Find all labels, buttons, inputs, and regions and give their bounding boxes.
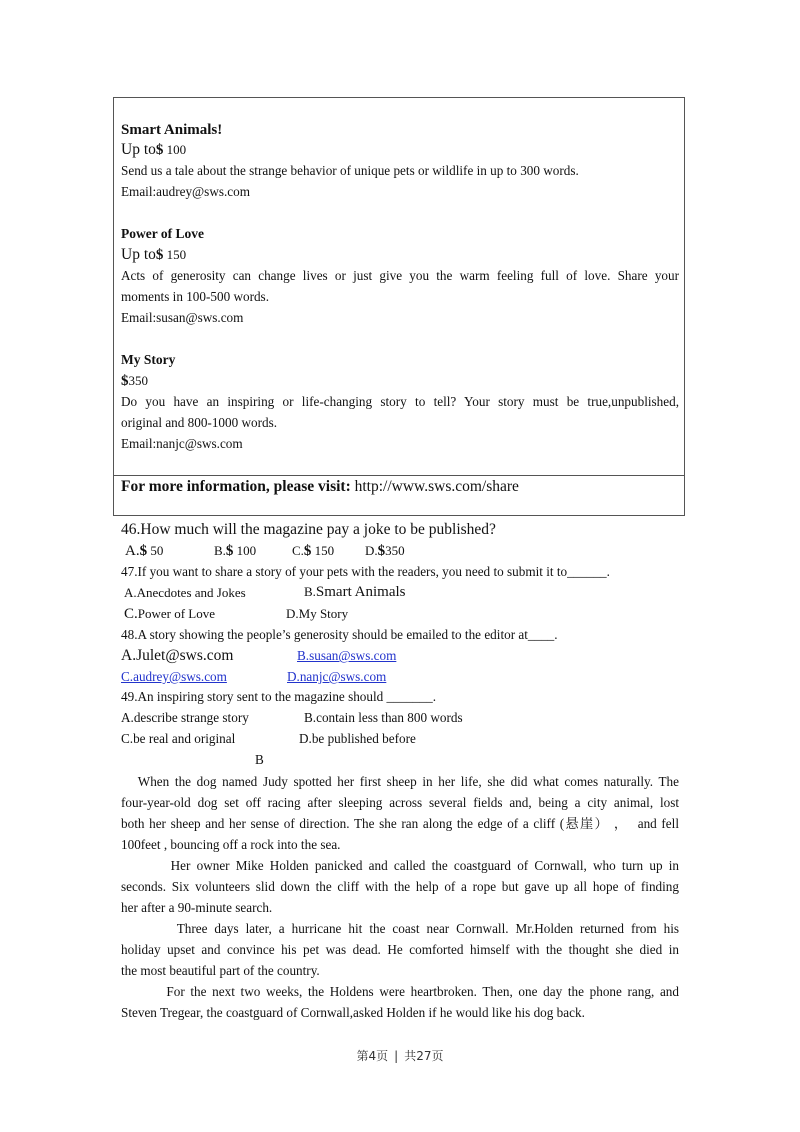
dollar-sign: $ [155,247,164,263]
section-title-power-of-love: Power of Love [121,226,204,241]
option-48-c-link[interactable]: C.audrey@sws.com [121,669,227,684]
passage-paragraph-2: Her owner Mike Holden panicked and called the coastguard of Cornwall, who turn up in seconds. Six volunteers slid down the cliff with the help of a rope but gave up all hope of finding her after a 90-minute search. [121,858,679,915]
description-my-story-line2: original and 800-1000 words. [121,415,278,430]
option-46-d: D.$350 [365,543,405,559]
section-title-my-story: My Story [121,352,176,367]
total-pages: 共27页 [404,1049,444,1063]
question-48: 48.A story showing the people’s generosity should be emailed to the editor at____. [121,627,558,642]
contest-info-box [113,97,685,516]
option-47-a: A.Anecdotes and Jokes [124,585,246,600]
description-power-of-love-line1: Acts of generosity can change lives or just give you the warm feeling full of love. Share your [121,268,679,283]
option-48-a: A.Julet@sws.com [121,647,234,664]
price-prefix: Up to [121,246,156,263]
page-footer [0,1047,800,1064]
email-smart-animals: Email:audrey@sws.com [121,184,250,199]
price-smart-animals [121,141,186,159]
email-power-of-love: Email:susan@sws.com [121,310,244,325]
section-label-b: B [255,752,264,767]
option-47-c: C.Power of Love [124,606,216,622]
section-title-smart-animals: Smart Animals! [121,122,223,138]
more-info-row [121,477,519,497]
option-46-c: C.$ 150 [292,543,335,559]
description-smart-animals: Send us a tale about the strange behavior of unique pets or wildlife in up to 300 words. [121,163,579,178]
dollar-sign: $ [155,142,164,158]
more-info-url[interactable]: http://www.sws.com/share [354,478,519,495]
passage-paragraph-3: Three days later, a hurricane hit the coast near Cornwall. Mr.Holden returned from his holiday upset and convince his pet was dead. He comforted himself with the thought she died in the most beautiful part of the country. [121,921,679,978]
price-amount: 350 [128,373,148,388]
option-49-b: B.contain less than 800 words [304,710,463,725]
option-48-d-link[interactable]: D.nanjc@sws.com [287,669,387,684]
dollar-sign: $ [121,373,129,389]
question-49: 49.An inspiring story sent to the magazine should _______. [121,689,436,704]
passage-paragraph-1: When the dog named Judy spotted her first sheep in her life, she did what comes naturally. The four-year-old dog set off racing after sleeping across several fields and, being a city animal, lost both her sheep and her sense of direction. The she ran along the edge of a cliff (悬崖） ， and fell 100feet , bouncing off a rock into the sea. [121,774,679,852]
option-46-a: A.$ 50 [125,543,164,559]
option-49-a: A.describe strange story [121,710,249,725]
box-divider [114,475,684,476]
description-power-of-love-line2: moments in 100-500 words. [121,289,269,304]
option-48-b-link[interactable]: B.susan@sws.com [297,648,397,663]
price-power-of-love [121,246,186,264]
option-47-d: D.My Story [286,606,349,621]
passage-paragraph-4: For the next two weeks, the Holdens were heartbroken. Then, one day the phone rang, and Steven Tregear, the coastguard of Cornwall,asked Holden if he would like his dog back. [121,984,679,1020]
option-47-b: B.Smart Animals [304,584,406,600]
price-amount: 150 [166,247,187,262]
question-47: 47.If you want to share a story of your pets with the readers, you need to submit it to______. [121,564,610,579]
more-info-label: For more information, please visit: [121,478,351,495]
option-49-c: C.be real and original [121,731,236,746]
question-46: 46.How much will the magazine pay a joke to be published? [121,521,496,538]
price-my-story [121,372,148,390]
page-number: 第4页 [356,1049,389,1063]
email-my-story: Email:nanjc@sws.com [121,436,243,451]
footer-separator: | [394,1049,399,1063]
price-prefix: Up to [121,141,156,158]
option-46-b: B.$ 100 [214,543,257,559]
description-my-story-line1: Do you have an inspiring or life-changing story to tell? Your story must be true,unpublished, [121,394,679,409]
price-amount: 100 [166,142,187,157]
option-49-d: D.be published before [299,731,416,746]
